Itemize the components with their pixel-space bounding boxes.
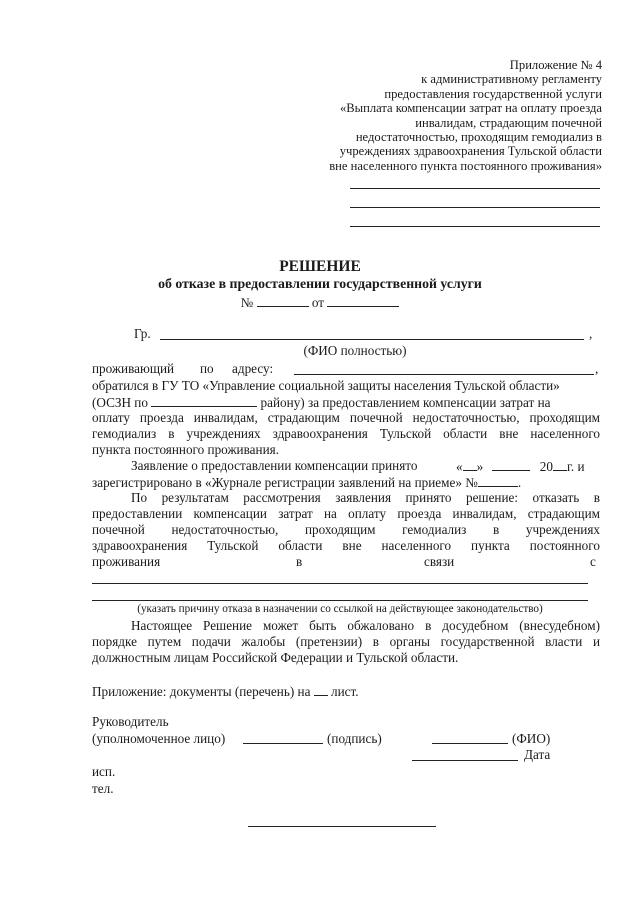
number-label: № xyxy=(240,295,254,310)
year-field[interactable] xyxy=(553,458,567,471)
signature-label: (подпись) xyxy=(327,731,382,746)
paragraph-line: предоставлении компенсации затрат на оплату проезда инвалидам, страдающим xyxy=(92,506,600,521)
paragraph-line: порядке путем подачи жалобы (претензии) в органы государственной власти и xyxy=(92,634,600,649)
appendix-line: учреждениях здравоохранения Тульской области xyxy=(339,144,602,159)
recipient-line[interactable] xyxy=(350,226,600,227)
month-field[interactable] xyxy=(492,458,530,471)
appendix-line: вне населенного пункта постоянного проживания» xyxy=(329,158,602,173)
date-label: Дата xyxy=(524,747,551,762)
oszn-prefix: (ОСЗН по xyxy=(92,395,148,410)
paragraph-line: Заявление о предоставлении компенсации принято xyxy=(131,458,418,473)
day-field[interactable] xyxy=(463,458,477,471)
paragraph-line: должностным лицам Российской Федерации и Тульской области. xyxy=(92,650,459,665)
head-label: Руководитель xyxy=(92,714,169,729)
reason-hint: (указать причину отказа в назначении со ссылкой на действующее законодательство) xyxy=(137,603,543,615)
address-word: проживающий xyxy=(92,361,175,376)
registration-line: зарегистрировано в «Журнале регистрации заявлений на приеме» № . xyxy=(92,475,522,490)
fio-hint: (ФИО полностью) xyxy=(303,343,407,358)
decision-date-field[interactable] xyxy=(327,294,399,307)
appendix-line: Приложение № 4 xyxy=(509,58,602,72)
fio-field[interactable] xyxy=(432,743,508,744)
paragraph-line: пункта постоянного проживания. xyxy=(92,442,279,457)
recipient-line[interactable] xyxy=(350,188,600,189)
oszn-line xyxy=(92,394,600,410)
address-word: по xyxy=(200,361,214,376)
application-date-row: « » 20 г. и xyxy=(456,459,585,474)
appendix-line: предоставления государственной услуги xyxy=(384,86,602,101)
reason-field[interactable] xyxy=(92,600,588,601)
document-subtitle: об отказе в предоставлении государственной услуги xyxy=(158,276,482,291)
paragraph-line: почечной недостаточностью, проходящим гемодиализ в учреждениях xyxy=(92,522,600,537)
executor-label: исп. xyxy=(92,764,116,779)
footer-line xyxy=(248,826,436,827)
oszn-suffix: району) за предоставлением компенсации затрат на xyxy=(260,395,551,410)
paragraph-line: обратился в ГУ ТО «Управление социальной защиты населения Тульской области» xyxy=(92,378,560,393)
address-word: адресу: xyxy=(232,361,274,376)
signature-field[interactable] xyxy=(243,743,323,744)
comma: , xyxy=(595,361,599,376)
attachment-line: Приложение: документы (перечень) на лист. xyxy=(92,684,359,699)
authorized-label: (уполномоченное лицо) xyxy=(92,731,226,746)
fio-label: (ФИО) xyxy=(512,731,551,746)
appendix-block xyxy=(302,58,602,173)
appendix-line: «Выплата компенсации затрат на оплату проезда xyxy=(339,101,602,116)
comma: , xyxy=(589,326,593,341)
document-title: РЕШЕНИЕ xyxy=(279,258,361,275)
appendix-line: к административному регламенту xyxy=(421,72,602,87)
paragraph-line: Настоящее Решение может быть обжаловано в досудебном (внесудебном) xyxy=(131,618,600,633)
decision-number-row xyxy=(0,294,640,311)
reason-field[interactable] xyxy=(92,583,588,584)
registration-number-field[interactable] xyxy=(478,474,518,487)
appendix-line: недостаточностью, проходящим гемодиализ в xyxy=(355,130,602,145)
citizen-fio-field[interactable] xyxy=(160,339,584,340)
paragraph-line: гемодиализ в учреждениях здравоохранения Тульской области вне населенного xyxy=(92,426,600,441)
recipient-line[interactable] xyxy=(350,207,600,208)
phone-label: тел. xyxy=(92,781,114,796)
date-field[interactable] xyxy=(412,760,518,761)
sheet-count-field[interactable] xyxy=(314,683,328,696)
paragraph-line: проживания в связи с xyxy=(92,554,596,569)
district-field[interactable] xyxy=(151,394,257,407)
appendix-line: инвалидам, страдающим почечной xyxy=(415,115,602,130)
citizen-label: Гр. xyxy=(134,326,151,341)
address-field[interactable] xyxy=(294,374,594,375)
paragraph-line: По результатам рассмотрения заявления принято решение: отказать в xyxy=(131,490,600,505)
paragraph-line: оплату проезда инвалидам, страдающим почечной недостаточностью, проходящим xyxy=(92,410,600,425)
date-label: от xyxy=(311,295,325,310)
paragraph-line: здравоохранения Тульской области вне населенного пункта постоянного xyxy=(92,538,600,553)
number-field[interactable] xyxy=(257,294,309,307)
